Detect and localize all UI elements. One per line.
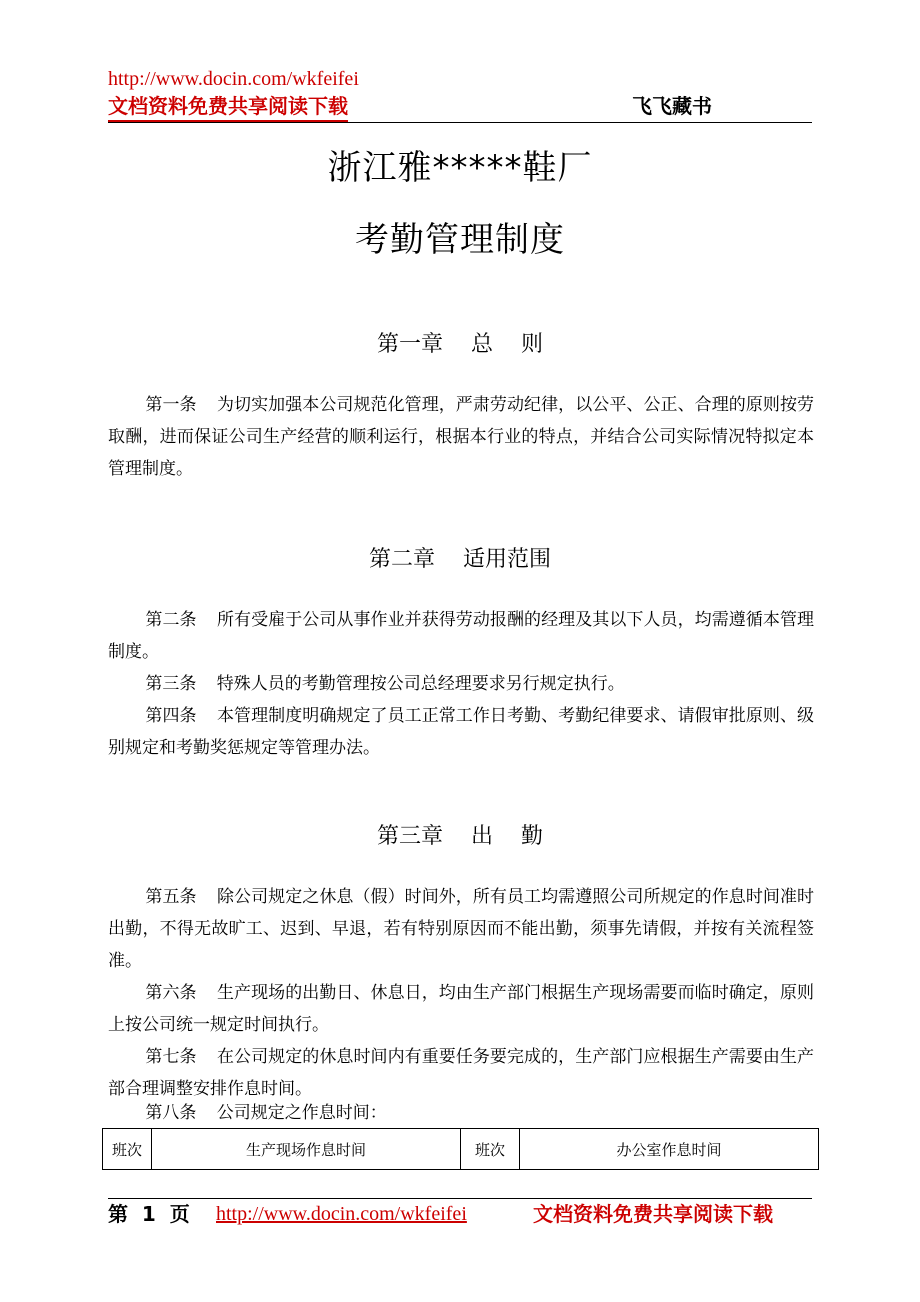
table-header-cell: 生产现场作息时间 (152, 1129, 461, 1170)
chapter-1-heading: 第一章 总 则 (377, 332, 543, 357)
page-number: 第 1 页 (108, 1202, 190, 1226)
company-title: 浙江雅*****鞋厂 (327, 148, 593, 188)
table-row (103, 1129, 819, 1170)
article-label: 第四条 (145, 706, 197, 726)
article-4 (108, 700, 814, 764)
chapter-2-heading: 第二章 适用范围 (369, 547, 551, 572)
article-text: 为切实加强本公司规范化管理，严肃劳动纪律，以公平、公正、合理的原则按劳取酬，进而保证公司生产经营的顺利运行，根据本行业的特点，并结合公司实际情况特拟定本管理制度。 (108, 395, 815, 479)
table-header-cell: 班次 (461, 1129, 520, 1170)
article-6 (108, 977, 814, 1041)
table-header-cell: 办公室作息时间 (520, 1129, 819, 1170)
article-label: 第七条 (145, 1047, 197, 1067)
article-text: 在公司规定的休息时间内有重要任务要完成的，生产部门应根据生产需要由生产部合理调整安排作息时间。 (108, 1047, 815, 1099)
header-brand: 飞飞藏书 (632, 94, 712, 118)
article-2 (108, 604, 814, 668)
article-label: 第一条 (145, 395, 197, 415)
chapter-3-heading: 第三章 出 勤 (377, 824, 543, 849)
article-7 (108, 1041, 814, 1105)
article-text: 公司规定之作息时间： (216, 1103, 387, 1123)
article-5 (108, 881, 814, 977)
footer-url-link[interactable]: http://www.docin.com/wkfeifei (216, 1203, 467, 1225)
page-footer (108, 1198, 812, 1231)
article-3 (108, 668, 814, 700)
article-label: 第八条 (145, 1103, 197, 1123)
article-text: 特殊人员的考勤管理按公司总经理要求另行规定执行。 (216, 674, 625, 694)
article-text: 本管理制度明确规定了员工正常工作日考勤、考勤纪律要求、请假审批原则、级别规定和考勤奖惩规定等管理办法。 (108, 706, 815, 758)
header-tagline-link[interactable]: 文档资料免费共享阅读下载 (108, 92, 348, 122)
page-header (108, 66, 812, 123)
article-1 (108, 389, 814, 485)
header-url-link[interactable]: http://www.docin.com/wkfeifei (108, 68, 359, 90)
article-text: 除公司规定之休息（假）时间外，所有员工均需遵照公司所规定的作息时间准时出勤，不得无故旷工、迟到、早退，若有特别原因而不能出勤，须事先请假，并按有关流程签准。 (108, 887, 815, 971)
document-title: 考勤管理制度 (355, 220, 565, 260)
table-header-cell: 班次 (103, 1129, 152, 1170)
article-text: 生产现场的出勤日、休息日，均由生产部门根据生产现场需要而临时确定，原则上按公司统一规定时间执行。 (108, 983, 815, 1035)
schedule-table (102, 1128, 819, 1170)
footer-tagline-link[interactable]: 文档资料免费共享阅读下载 (533, 1202, 773, 1226)
article-text: 所有受雇于公司从事作业并获得劳动报酬的经理及其以下人员，均需遵循本管理制度。 (108, 610, 815, 662)
article-label: 第二条 (145, 610, 197, 630)
article-8 (108, 1097, 814, 1129)
article-label: 第三条 (145, 674, 197, 694)
article-label: 第六条 (145, 983, 197, 1003)
article-label: 第五条 (145, 887, 197, 907)
